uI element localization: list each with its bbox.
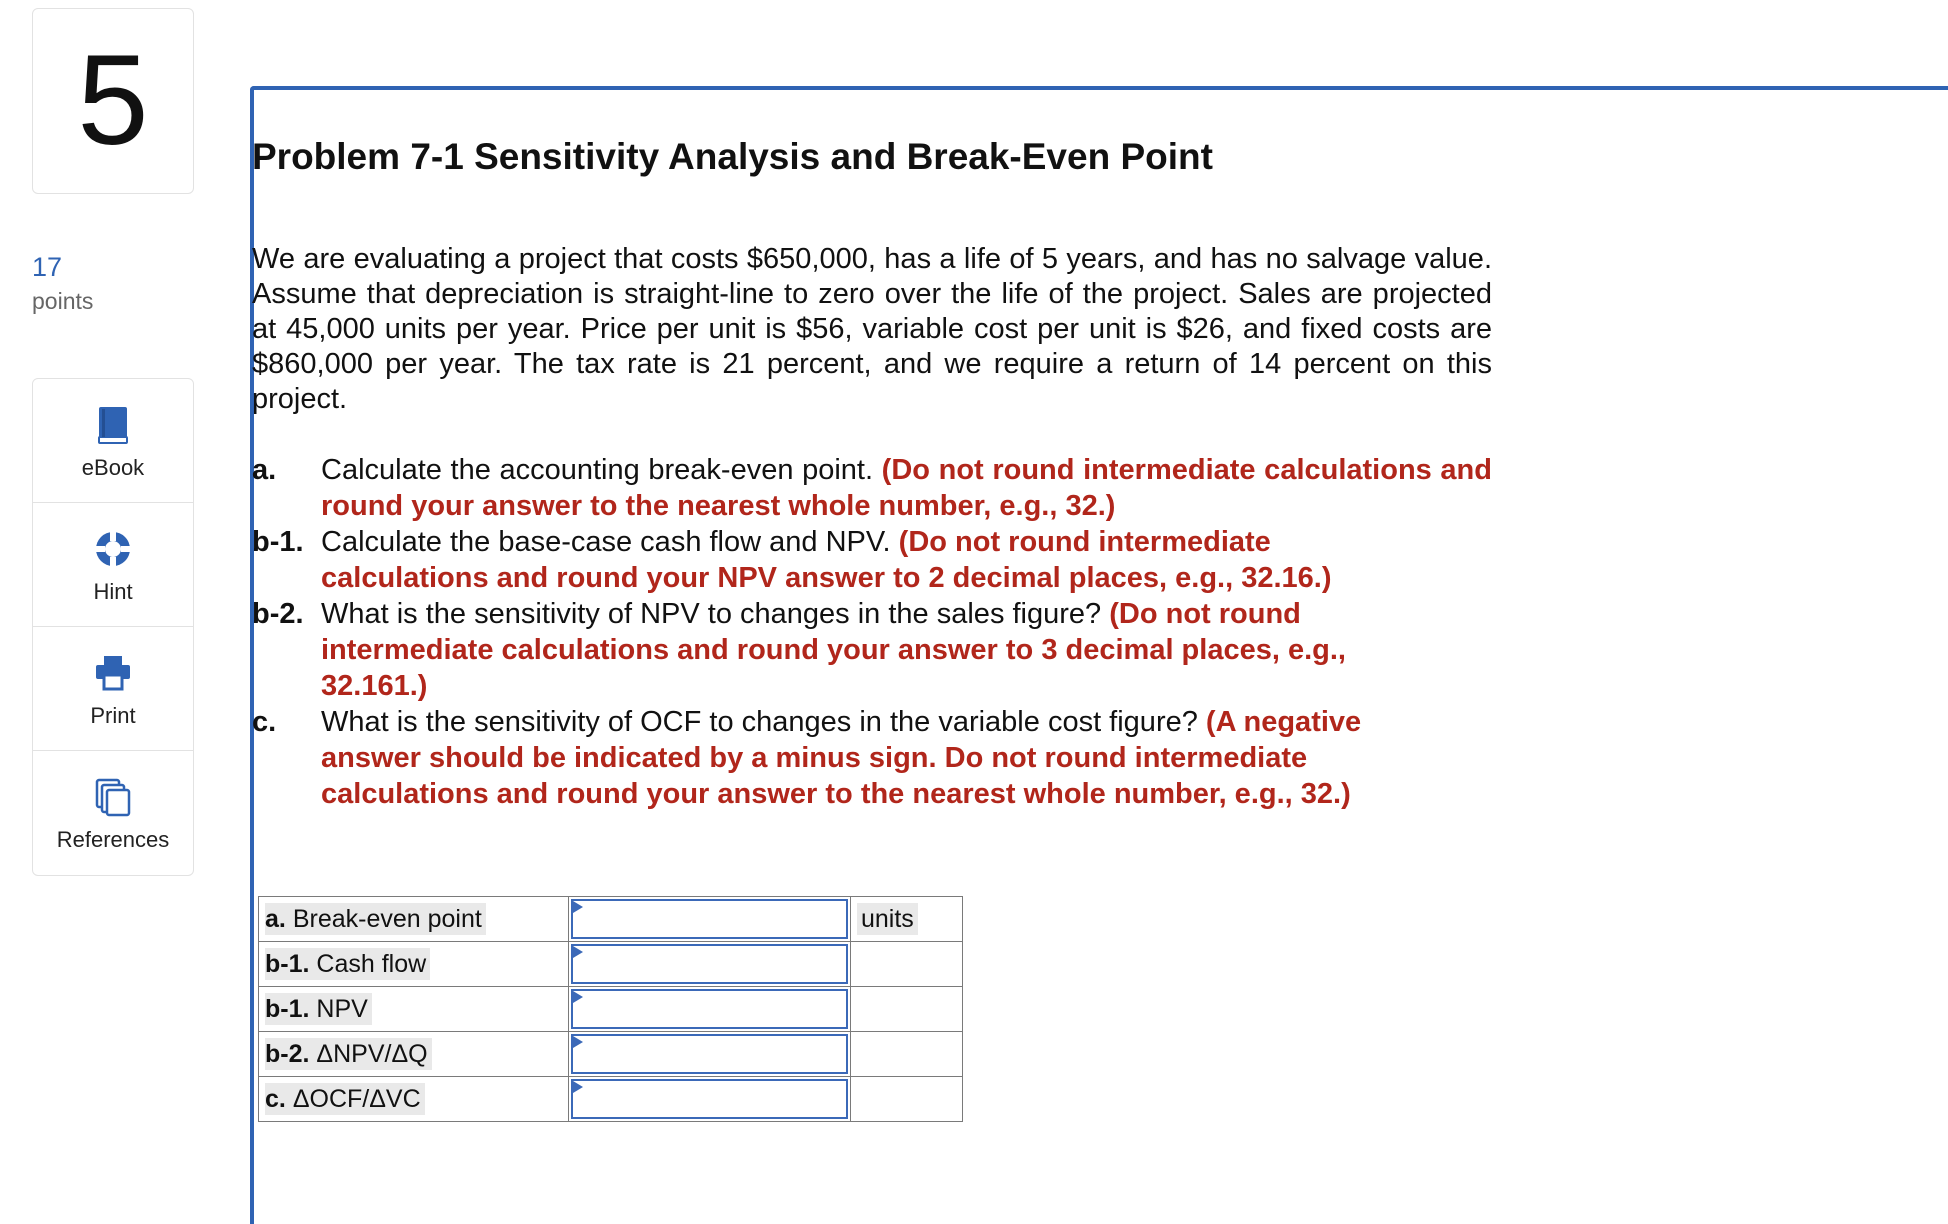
input-flag-icon [573,1036,583,1048]
panel-border-top [250,86,1948,90]
answer-label: Cash flow [316,949,427,978]
ocf-sensitivity-input[interactable] [571,1079,848,1119]
answer-label: NPV [316,994,368,1023]
part-note: (A negative answer should be indicated by a minus sign. Do not round intermediate calculations and round your answer to the nearest whole number, e.g., 32.) [321,706,1362,810]
part-label: c. [252,706,277,738]
answer-table [258,896,963,1122]
part-note: (Do not round intermediate calculations and round your answer to 3 decimal places, e.g., 32.161.) [321,598,1346,702]
tools-panel [32,378,194,876]
part-a [252,452,1492,524]
answer-prefix: c. [265,1084,286,1113]
references-button[interactable] [33,751,193,875]
cash-flow-input[interactable] [571,944,848,984]
references-label: References [56,827,170,852]
answer-row-b1-npv [259,987,963,1032]
part-text: Calculate the accounting break-even point. (Do not round intermediate calculations and round your answer to the nearest whole number, e.g., 32.) [321,454,1492,522]
part-b2 [252,596,1492,704]
answer-prefix: a. [265,904,286,933]
input-flag-icon [573,1081,583,1093]
input-flag-icon [573,991,583,1003]
problem-intro: We are evaluating a project that costs $650,000, has a life of 5 years, and has no salvage value. Assume that depreciation is straight-line to zero over the life of the project. Sales are projected at 45,000 units per year. Price per unit is $56, variable cost per unit is $26, and fixed costs are $860,000 per year. The tax rate is 21 percent, and we require a return of 14 percent on this project. [252,243,1492,415]
part-note: (Do not round intermediate calculations and round your NPV answer to 2 decimal places, e.g., 32.16.) [321,526,1332,594]
answer-row-b2 [259,1032,963,1077]
part-label: b-1. [252,526,304,558]
answer-row-b1-cash [259,942,963,987]
answer-prefix: b-2. [265,1039,310,1068]
part-text: What is the sensitivity of OCF to changes in the variable cost figure? (A negative answer should be indicated by a minus sign. Do not round intermediate calculations and round your answer to the nearest whole number, e.g., 32.) [321,706,1362,810]
part-text: What is the sensitivity of NPV to changes in the sales figure? (Do not round intermediate calculations and round your answer to 3 decimal places, e.g., 32.161.) [321,598,1346,702]
unit-label: units [857,903,918,935]
problem-title: Problem 7-1 Sensitivity Analysis and Break-Even Point [252,136,1213,177]
ebook-label: eBook [81,455,145,480]
part-note: (Do not round intermediate calculations and round your answer to the nearest whole number, e.g., 32.) [321,454,1492,522]
input-flag-icon [573,946,583,958]
answer-label: ΔNPV/ΔQ [316,1039,428,1068]
copy-icon [93,777,133,817]
answer-prefix: b-1. [265,949,310,978]
part-label: b-2. [252,598,304,630]
input-flag-icon [573,901,583,913]
print-button[interactable] [33,627,193,751]
print-label: Print [90,703,136,728]
answer-row-a [259,897,963,942]
problem-parts [252,452,1492,812]
part-label: a. [252,454,277,486]
npv-input[interactable] [571,989,848,1029]
lifebuoy-icon [93,529,133,569]
part-b1 [252,524,1492,596]
book-icon [93,405,133,445]
ebook-button[interactable] [33,379,193,503]
hint-label: Hint [93,579,133,604]
question-number: 5 [32,8,194,194]
printer-icon [93,653,133,693]
part-text: Calculate the base-case cash flow and NPV. (Do not round intermediate calculations and round your NPV answer to 2 decimal places, e.g., 32.16.) [321,526,1332,594]
answer-label: ΔOCF/ΔVC [292,1084,421,1113]
break-even-input[interactable] [571,899,848,939]
points-value: 17 [32,252,63,282]
answer-row-c [259,1077,963,1122]
answer-label: Break-even point [292,904,482,933]
npv-sensitivity-input[interactable] [571,1034,848,1074]
answer-prefix: b-1. [265,994,310,1023]
hint-button[interactable] [33,503,193,627]
part-c [252,704,1492,812]
points-label: points [32,288,94,314]
